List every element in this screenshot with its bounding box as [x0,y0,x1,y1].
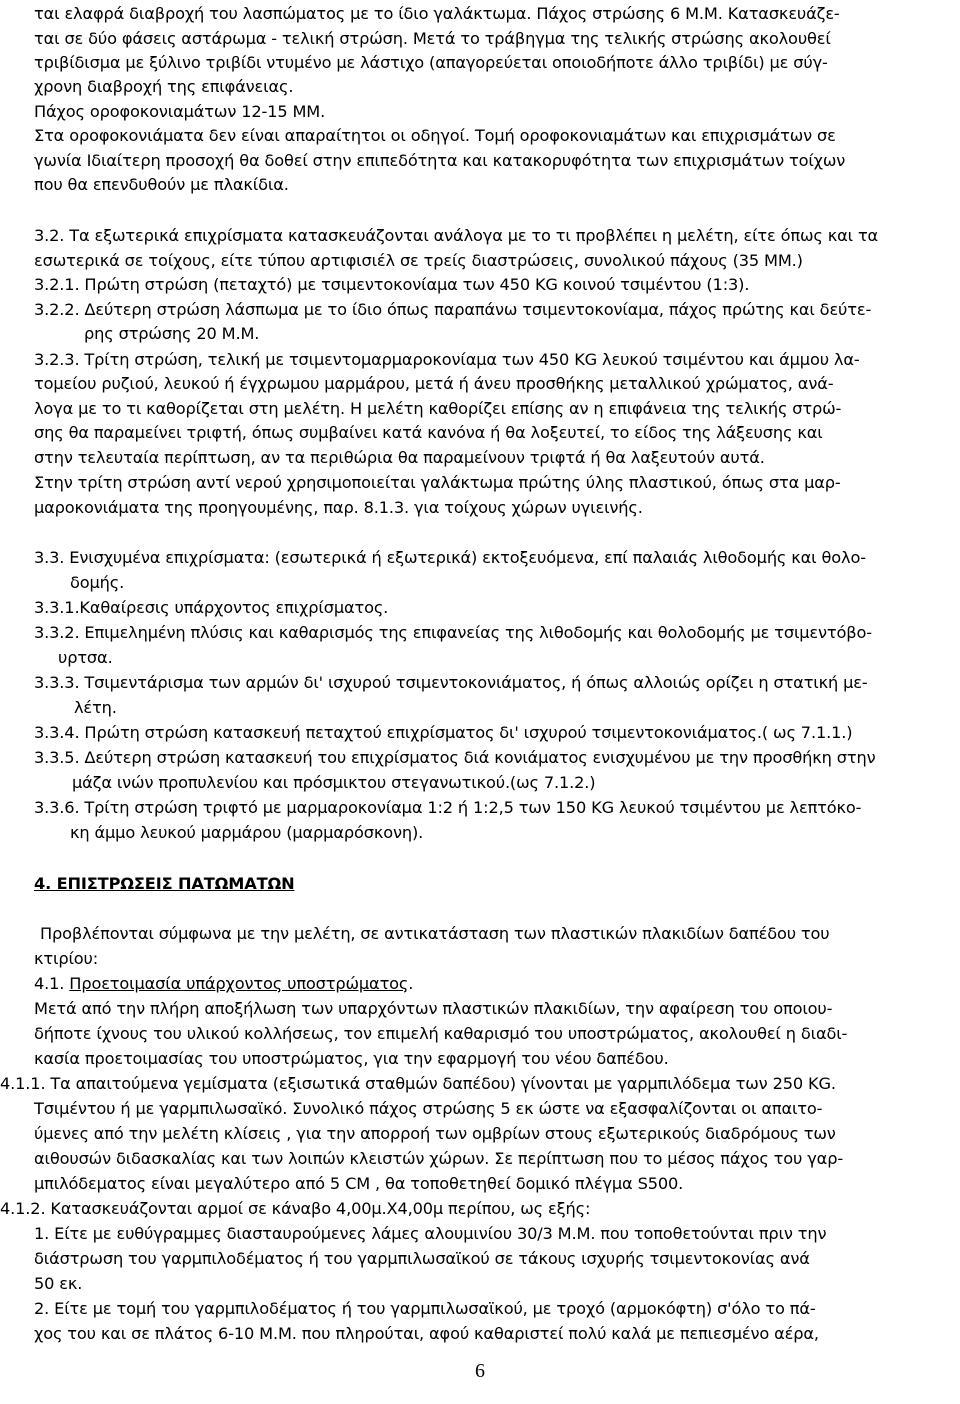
text-line [34,973,413,995]
text-line: Μετά από την πλήρη αποξήλωση των υπαρχόντων πλαστικών πλακιδίων, την αφαίρεση του οποιου- [34,999,833,1018]
text-line: Στα οροφοκονιάματα δεν είναι απαραίτητοι οι οδηγοί. Τομή οροφοκονιαμάτων και επιχρισμάτων σε [34,126,836,145]
text-line: κτιρίου: [34,949,99,968]
text-line: 3.2. Τα εξωτερικά επιχρίσματα κατασκευάζονται ανάλογα με το τι προβλέπει η μελέτη, είτε όπως και τα [34,226,879,245]
text-line: υρτσα. [58,648,113,667]
text-line: μάζα ινών προπυλενίου και πρόσμικτου στεγανωτικού.(ως 7.1.2.) [72,773,596,792]
text-line: ύμενες από την μελέτη κλίσεις , για την απορροή των ομβρίων στους εξωτερικούς διαδρόμους των [34,1124,836,1143]
text-line: γωνία Ιδιαίτερη προσοχή θα δοθεί στην επιπεδότητα και κατακορυφότητα των επιχρισμάτων τοίχων [34,151,846,170]
text-line: Προβλέπονται σύμφωνα με την μελέτη, σε αντικατάσταση των πλαστικών πλακιδίων δαπέδου του [40,924,830,943]
text-line: 3.3.1.Καθαίρεσις υπάρχοντος επιχρίσματος. [34,598,389,617]
text-line: 3.3.5. Δεύτερη στρώση κατασκευή του επιχρίσματος διά κονιάματος ενισχυμένου με την προσθήκη στην [34,748,876,767]
text-line: δήποτε ίχνους του υλικού κολλήσεως, τον επιμελή καθαρισμό του υποστρώματος, ακολουθεί η διαδι- [34,1024,848,1043]
text-line: δομής. [70,573,125,592]
text-line: 1. Είτε με ευθύγραμμες διασταυρούμενες λάμες αλουμινίου 30/3 Μ.Μ. που τοποθετούνται πριν την [34,1224,827,1243]
text-line: 3.3.3. Τσιμεντάρισμα των αρμών δι' ισχυρού τσιμεντοκονιάματος, ή όπως αλλοιώς ορίζει η στατική με- [34,673,868,692]
text-line: 3.3.6. Τρίτη στρώση τριφτό με μαρμαροκονίαμα 1:2 ή 1:2,5 των 150 KG λευκού τσιμέντου με λεπτόκο- [34,798,862,817]
text-line: 3.2.1. Πρώτη στρώση (πεταχτό) με τσιμεντοκονίαμα των 450 KG κοινού τσιμέντου (1:3). [34,275,750,294]
text-line: ται σε δύο φάσεις αστάρωμα - τελική στρώση. Μετά το τράβηγμα της τελικής στρώσης ακολουθεί [34,29,831,48]
text-line: 4.1.2. Κατασκευάζονται αρμοί σε κάναβο 4,00μ.X4,00μ περίπου, ως εξής: [0,1199,591,1218]
text-line: που θα επενδυθούν με πλακίδια. [34,175,289,194]
text-line: χρονη διαβροχή της επιφάνειας. [34,77,294,96]
text-line: λέτη. [74,698,117,717]
text-line: τριβίδισμα με ξύλινο τριβίδι ντυμένο με λάστιχο (απαγορεύεται οποιοδήποτε άλλο τριβίδι) με σύγ- [34,53,828,72]
text-line: 3.2.2. Δεύτερη στρώση λάσπωμα με το ίδιο όπως παραπάνω τσιμεντοκονίαμα, πάχος πρώτης και δεύτε- [34,300,872,319]
text-line: μπιλόδεματος είναι μεγαλύτερο από 5 CM , θα τοποθετηθεί δομικό πλέγμα S500. [34,1174,684,1193]
text-line: αιθουσών διδασκαλίας και των λοιπών κλειστών χώρων. Σε περίπτωση που το μέσος πάχος του γαρ- [34,1149,844,1168]
text-line: Πάχος οροφοκονιαμάτων 12-15 ΜΜ. [34,102,326,121]
text-line: Στην τρίτη στρώση αντί νερού χρησιμοποιείται γαλάκτωμα πρώτης ύλης πλαστικού, όπως στα μαρ- [34,473,841,492]
text-line: τομείου ρυζιού, λευκού ή έγχρωμου μαρμάρου, μετά ή άνευ προσθήκης μεταλλικού χρώματος, ανά- [34,374,834,393]
text-line: 3.3.4. Πρώτη στρώση κατασκευή πεταχτού επιχρίσματος δι' ισχυρού τσιμεντοκονιάματος.( ως 7.1.1.) [34,723,853,742]
page-number: 6 [475,1360,485,1382]
text-line: διάστρωση του γαρμπιλοδέματος ή του γαρμπιλωσαϊκού σε τάκους ισχυρής τσιμεντοκονίας ανά [34,1249,810,1268]
text-line: Τσιμέντου ή με γαρμπιλωσαϊκό. Συνολικό πάχος στρώσης 5 εκ ώστε να εξασφαλίζονται οι απαιτο- [34,1099,823,1118]
text-line: 3.2.3. Τρίτη στρώση, τελική με τσιμεντομαρμαροκονίαμα των 450 KG λευκού τσιμέντου και άμμου λα- [34,350,860,369]
text-line: 3.3. Ενισχυμένα επιχρίσματα: (εσωτερικά ή εξωτερικά) εκτοξευόμενα, επί παλαιάς λιθοδομής και θολο- [34,548,866,567]
text-line: ρης στρώσης 20 Μ.Μ. [84,324,260,343]
text-line: 4.1.1. Τα απαιτούμενα γεμίσματα (εξισωτικά σταθμών δαπέδου) γίνονται με γαρμπιλόδεμα των 250 KG. [0,1074,836,1093]
text-line: χος του και σε πλάτος 6-10 Μ.Μ. που πληρούται, αφού καθαριστεί πολύ καλά με πεπιεσμένο αέρα, [34,1324,819,1343]
text-line-suffix: . [408,974,414,993]
text-line: μαροκονιάματα της προηγουμένης, παρ. 8.1.3. για τοίχους χώρων υγιεινής. [34,498,643,517]
text-line: εσωτερικά σε τοίχους, είτε τύπου αρτιφισιέλ σε τρείς διαστρώσεις, συνολικού πάχους (35 ΜΜ.) [34,251,803,270]
text-line: 3.3.2. Επιμελημένη πλύσις και καθαρισμός της επιφανείας της λιθοδομής και θολοδομής με τσιμεντόβο- [34,623,872,642]
text-line: στην τελευταία περίπτωση, αν τα περιθώρια θα παραμείνουν τριφτά ή θα λαξευτούν αυτά. [34,448,765,467]
text-line: 50 εκ. [34,1274,83,1293]
section-heading: 4. ΕΠΙΣΤΡΩΣΕΙΣ ΠΑΤΩΜΑΤΩΝ [34,874,295,893]
text-line: ται ελαφρά διαβροχή του λασπώματος με το ίδιο γαλάκτωμα. Πάχος στρώσης 6 Μ.Μ. Κατασκευάζε- [34,4,840,23]
text-line-prefix: 4.1. [34,974,70,993]
text-line: κασία προετοιμασίας του υποστρώματος, για την εφαρμογή του νέου δαπέδου. [34,1049,669,1068]
underlined-subheading: Προετοιμασία υπάρχοντος υποστρώματος [69,974,409,993]
text-line: κη άμμο λευκού μαρμάρου (μαρμαρόσκονη). [70,823,424,842]
text-line: λογα με το τι καθορίζεται στη μελέτη. Η μελέτη καθορίζει επίσης αν η επιφάνεια της τελικής στρώ- [34,399,842,418]
text-line: σης θα παραμείνει τριφτή, όπως συμβαίνει κατά κανόνα ή θα λοξευτεί, το είδος της λάξευσης και [34,423,823,442]
text-line: 2. Είτε με τομή του γαρμπιλοδέματος ή του γαρμπιλωσαϊκού, με τροχό (αρμοκόφτη) σ'όλο το πά- [34,1299,816,1318]
